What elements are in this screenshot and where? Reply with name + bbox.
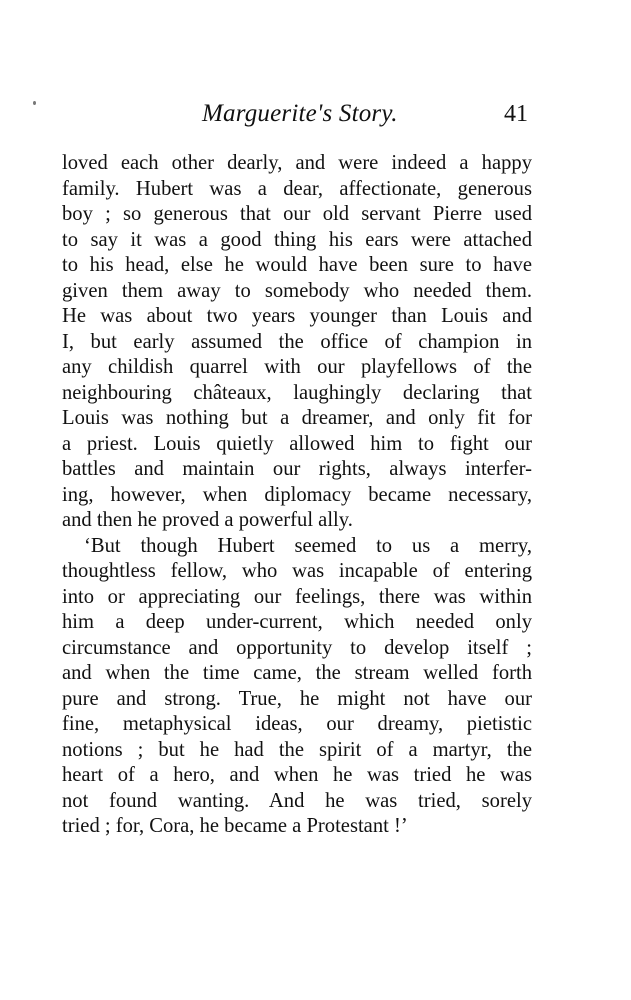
text-line: fine, metaphysical ideas, our dreamy, pietistic	[62, 713, 532, 735]
paragraph-2	[62, 534, 532, 840]
text-line: ‘But though Hubert seemed to us a merry,	[84, 534, 532, 557]
text-line: heart of a hero, and when he was tried he was	[62, 764, 532, 786]
text-line: him a deep under-current, which needed only	[62, 611, 532, 633]
text-line: ing, however, when diplomacy became necessary,	[62, 483, 532, 506]
running-title: Marguerite's Story.	[202, 100, 398, 127]
text-line: He was about two years younger than Louis and	[62, 305, 532, 327]
text-line: and then he proved a powerful ally.	[62, 509, 353, 531]
text-line: tried ; for, Cora, he became a Protestant !’	[62, 815, 408, 837]
text-line: neighbouring châteaux, laughingly declaring that	[62, 381, 532, 404]
text-line: loved each other dearly, and were indeed a happy	[62, 152, 532, 174]
text-line: not found wanting. And he was tried, sorely	[62, 789, 532, 812]
text-line: thoughtless fellow, who was incapable of entering	[62, 560, 532, 582]
text-line: notions ; but he had the spirit of a martyr, the	[62, 738, 532, 761]
body-text	[62, 151, 532, 840]
text-line: any childish quarrel with our playfellows of the	[62, 356, 532, 378]
page-header	[62, 100, 532, 134]
text-line: Louis was nothing but a dreamer, and only fit for	[62, 407, 532, 429]
text-line: pure and strong. True, he might not have our	[62, 687, 532, 710]
text-line: circumstance and opportunity to develop itself ;	[62, 636, 532, 659]
text-line: to his head, else he would have been sure to have	[62, 254, 532, 276]
text-line: given them away to somebody who needed them.	[62, 279, 532, 302]
paper-speck	[33, 101, 36, 105]
text-line: and when the time came, the stream welled forth	[62, 662, 532, 684]
text-line: family. Hubert was a dear, affectionate, generous	[62, 177, 532, 200]
text-line: battles and maintain our rights, always interfer-	[62, 458, 532, 480]
text-line: to say it was a good thing his ears were attached	[62, 228, 532, 251]
text-line: a priest. Louis quietly allowed him to fight our	[62, 432, 532, 455]
page-number: 41	[504, 101, 528, 127]
text-line: boy ; so generous that our old servant Pierre used	[62, 203, 532, 225]
paragraph-1	[62, 151, 532, 534]
text-line: into or appreciating our feelings, there was within	[62, 585, 532, 608]
text-line: I, but early assumed the office of champion in	[62, 330, 532, 353]
